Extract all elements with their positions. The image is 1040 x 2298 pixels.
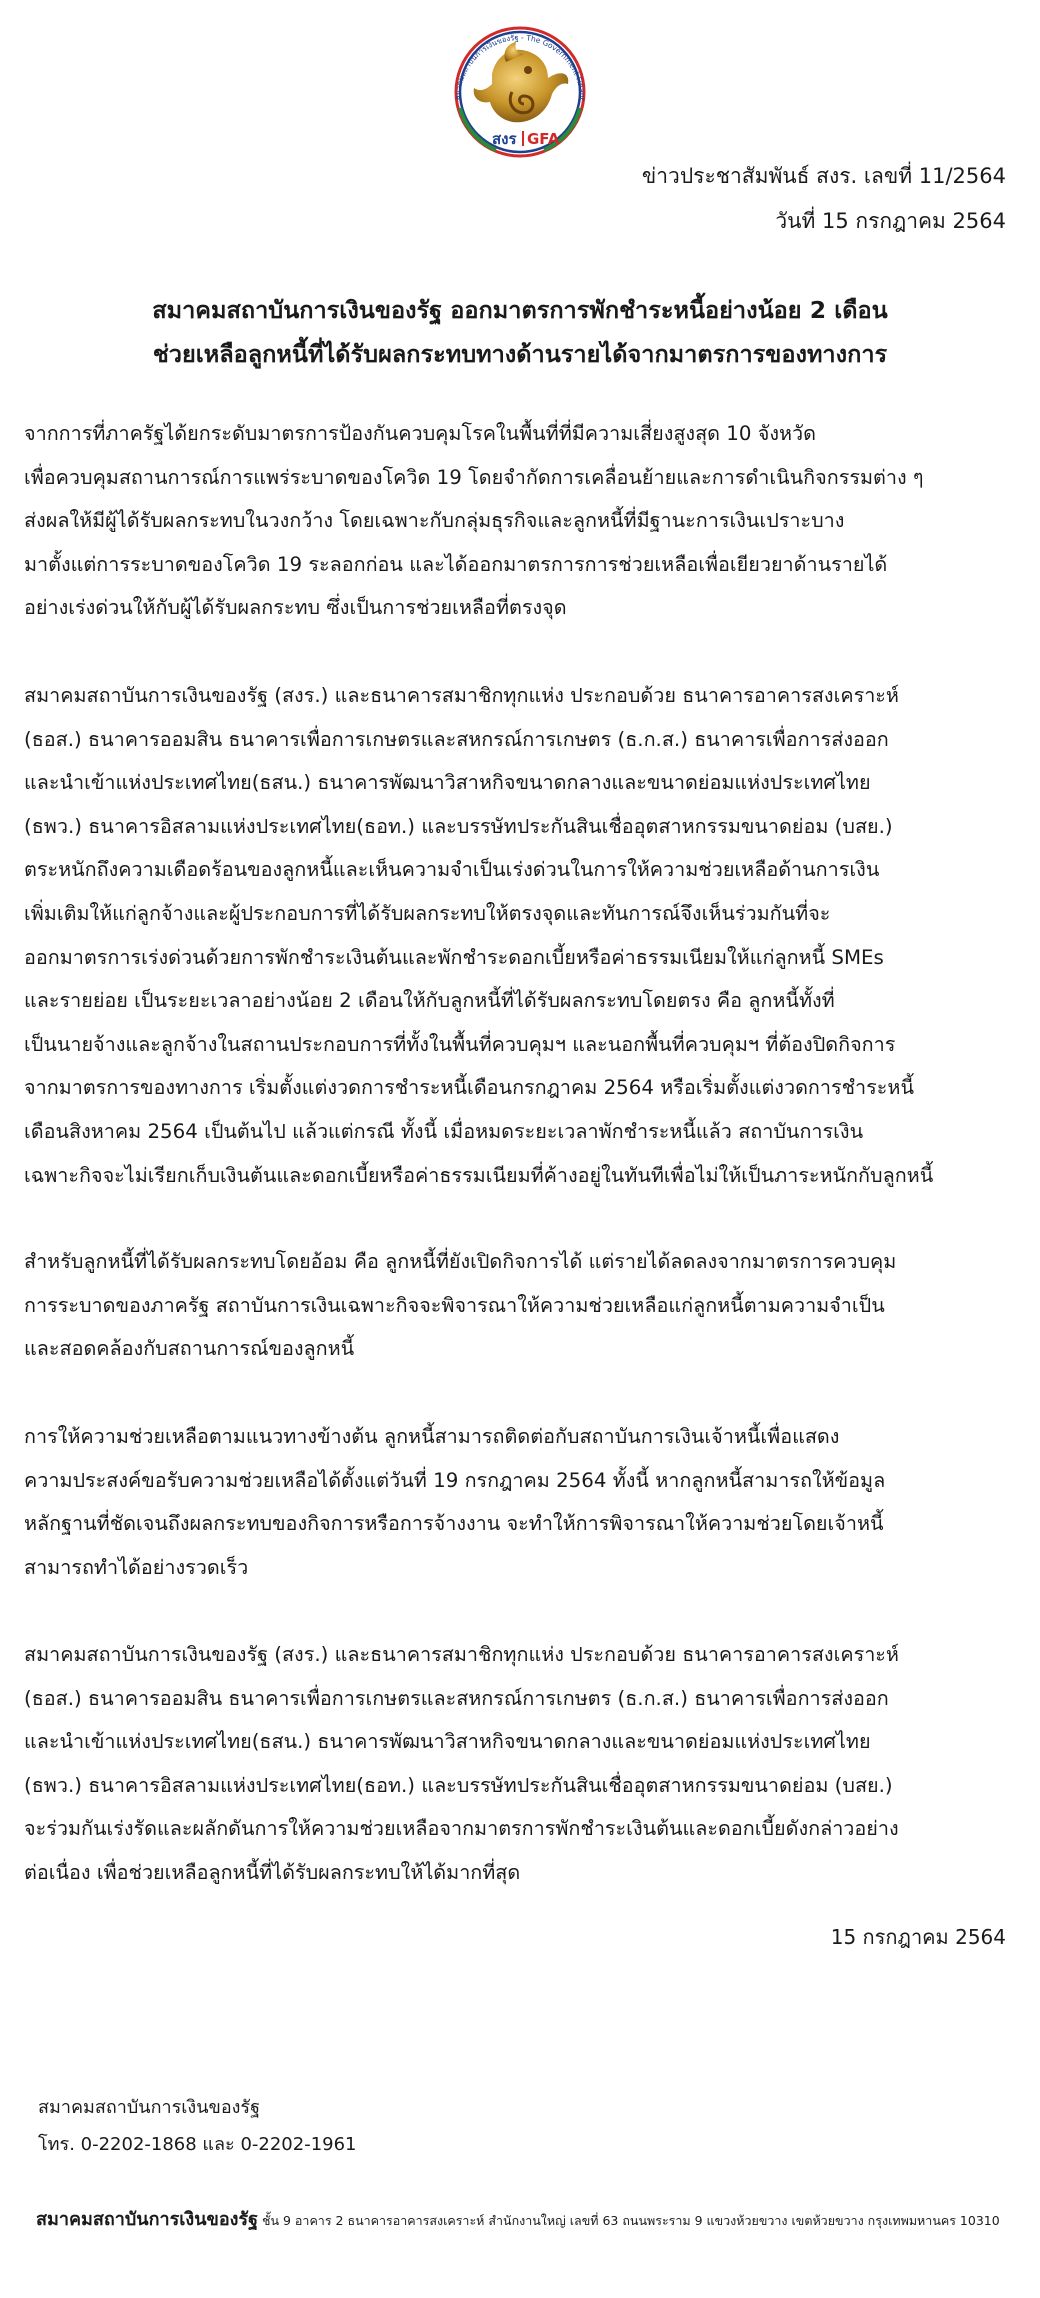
paragraph-line: สมาคมสถาบันการเงินของรัฐ (สงร.) และธนาคารสมาชิกทุกแห่ง ประกอบด้วย ธนาคารอาคารสงเคราะห์ [24, 1643, 899, 1666]
paragraph-line: การให้ความช่วยเหลือตามแนวทางข้างต้น ลูกหนี้สามารถติดต่อกับสถาบันการเงินเจ้าหนี้เพื่อแสดง [24, 1425, 840, 1448]
paragraph-3 [24, 1240, 1016, 1371]
headline-line-2: ช่วยเหลือลูกหนี้ที่ได้รับผลกระทบทางด้านรายได้จากมาตรการของทางการ [152, 340, 888, 368]
logo-abbr-en: GFA [527, 130, 560, 148]
paragraph-2 [24, 674, 1016, 1197]
paragraph-line: (ธอส.) ธนาคารออมสิน ธนาคารเพื่อการเกษตรและสหกรณ์การเกษตร (ธ.ก.ส.) ธนาคารเพื่อการส่งออก [24, 1686, 889, 1710]
paragraph-line: เดือนสิงหาคม 2564 เป็นต้นไป แล้วแต่กรณี ทั้งนี้ เมื่อหมดระยะเวลาพักชำระหนี้แล้ว สถาบันการเงิน [24, 1119, 864, 1143]
gfa-logo [436, 12, 604, 172]
paragraph-line: และสอดคล้องกับสถานการณ์ของลูกหนี้ [24, 1337, 355, 1361]
paragraph-line: จะร่วมกันเร่งรัดและผลักดันการให้ความช่วยเหลือจากมาตรการพักชำระเงินต้นและดอกเบี้ยดังกล่าวอย่าง [24, 1817, 899, 1841]
paragraph-line: ส่งผลให้มีผู้ได้รับผลกระทบในวงกว้าง โดยเฉพาะกับกลุ่มธุรกิจและลูกหนี้ที่มีฐานะการเงินเปราะบาง [24, 509, 845, 533]
paragraph-line: ตระหนักถึงความเดือดร้อนของลูกหนี้และเห็นความจำเป็นเร่งด่วนในการให้ความช่วยเหลือด้านการเงิน [24, 858, 880, 882]
paragraph-line: อย่างเร่งด่วนให้กับผู้ได้รับผลกระทบ ซึ่งเป็นการช่วยเหลือที่ตรงจุด [24, 596, 567, 620]
paragraph-line: เพิ่มเติมให้แก่ลูกจ้างและผู้ประกอบการที่ได้รับผลกระทบให้ตรงจุดและทันการณ์จึงเห็นร่วมกันที่จะ [24, 901, 831, 925]
paragraph-line: มาตั้งแต่การระบาดของโควิด 19 ระลอกก่อน และได้ออกมาตรการการช่วยเหลือเพื่อเยียวยาด้านรายได้ [24, 552, 888, 576]
paragraph-line: สามารถทำได้อย่างรวดเร็ว [24, 1555, 249, 1579]
paragraph-line: และนำเข้าแห่งประเทศไทย(ธสน.) ธนาคารพัฒนาวิสาหกิจขนาดกลางและขนาดย่อมแห่งประเทศไทย [24, 1730, 871, 1754]
footer-address-text: ชั้น 9 อาคาร 2 ธนาคารอาคารสงเคราะห์ สำนักงานใหญ่ เลขที่ 63 ถนนพระราม 9 แขวงห้วยขวาง เขตห้วยขวาง กรุงเทพมหานคร 10310 [258, 2213, 1000, 2228]
signature-date: 15 กรกฎาคม 2564 [830, 1925, 1006, 1949]
paragraph-line: เฉพาะกิจจะไม่เรียกเก็บเงินต้นและดอกเบี้ยหรือค่าธรรมเนียมที่ค้างอยู่ในทันทีเพื่อไม่ให้เป็นภาระหนักกับลูกหนี้ [24, 1163, 934, 1187]
paragraph-line: จากมาตรการของทางการ เริ่มตั้งแต่งวดการชำระหนี้เดือนกรกฎาคม 2564 หรือเริ่มตั้งแต่งวดการชำระหนี้ [24, 1076, 914, 1100]
footer-org: สมาคมสถาบันการเงินของรัฐ [36, 2209, 259, 2230]
paragraph-4 [24, 1415, 1016, 1589]
headline [40, 288, 1000, 376]
paragraph-line: ออกมาตรการเร่งด่วนด้วยการพักชำระเงินต้นและพักชำระดอกเบี้ยหรือค่าธรรมเนียมให้แก่ลูกหนี้ SMEs [24, 945, 884, 969]
paragraph-line: (ธอส.) ธนาคารออมสิน ธนาคารเพื่อการเกษตรและสหกรณ์การเกษตร (ธ.ก.ส.) ธนาคารเพื่อการส่งออก [24, 727, 889, 751]
paragraph-line: ต่อเนื่อง เพื่อช่วยเหลือลูกหนี้ที่ได้รับผลกระทบให้ได้มากที่สุด [24, 1860, 521, 1884]
paragraph-line: เป็นนายจ้างและลูกจ้างในสถานประกอบการที่ทั้งในพื้นที่ควบคุมฯ และนอกพื้นที่ควบคุมฯ ที่ต้องปิดกิจการ [24, 1032, 896, 1056]
paragraph-line: หลักฐานที่ชัดเจนถึงผลกระทบของกิจการหรือการจ้างงาน จะทำให้การพิจารณาให้ความช่วยโดยเจ้าหนี้ [24, 1512, 884, 1536]
paragraph-line: สมาคมสถาบันการเงินของรัฐ (สงร.) และธนาคารสมาชิกทุกแห่ง ประกอบด้วย ธนาคารอาคารสงเคราะห์ [24, 684, 899, 707]
paragraph-line: และนำเข้าแห่งประเทศไทย(ธสน.) ธนาคารพัฒนาวิสาหกิจขนาดกลางและขนาดย่อมแห่งประเทศไทย [24, 771, 871, 795]
contact-org: สมาคมสถาบันการเงินของรัฐ [38, 2097, 261, 2118]
paragraph-line: สำหรับลูกหนี้ที่ได้รับผลกระทบโดยอ้อม คือ ลูกหนี้ที่ยังเปิดกิจการได้ แต่รายได้ลดลงจากมาตรการควบคุม [24, 1250, 897, 1273]
paragraph-line: (ธพว.) ธนาคารอิสลามแห่งประเทศไทย(ธอท.) และบรรษัทประกันสินเชื่ออุตสาหกรรมขนาดย่อม (บสย.) [24, 1773, 893, 1797]
footer-address [36, 2208, 1000, 2233]
paragraph-1 [24, 412, 1016, 630]
paragraph-line: ความประสงค์ขอรับความช่วยเหลือได้ตั้งแต่วันที่ 19 กรกฎาคม 2564 ทั้งนี้ หากลูกหนี้สามารถให้ข้อมูล [24, 1468, 886, 1492]
paragraph-5 [24, 1633, 1016, 1895]
logo-ring-text: สมาคมสถาบันการเงินของรัฐ - The Government Financ [452, 32, 588, 102]
contact-phone: โทร. 0-2202-1868 และ 0-2202-1961 [38, 2134, 357, 2155]
paragraph-line: (ธพว.) ธนาคารอิสลามแห่งประเทศไทย(ธอท.) และบรรษัทประกันสินเชื่ออุตสาหกรรมขนาดย่อม (บสย.) [24, 814, 893, 838]
press-release-number: ข่าวประชาสัมพันธ์ สงร. เลขที่ 11/2564 [641, 164, 1006, 188]
logo-abbr-th: สงร [492, 130, 517, 148]
press-release-date: วันที่ 15 กรกฎาคม 2564 [775, 209, 1006, 233]
paragraph-line: การระบาดของภาครัฐ สถาบันการเงินเฉพาะกิจจะพิจารณาให้ความช่วยเหลือแก่ลูกหนี้ตามความจำเป็น [24, 1293, 885, 1317]
paragraph-line: และรายย่อย เป็นระยะเวลาอย่างน้อย 2 เดือนให้กับลูกหนี้ที่ได้รับผลกระทบโดยตรง คือ ลูกหนี้ทั้งที่ [24, 989, 835, 1013]
paragraph-line: เพื่อควบคุมสถานการณ์การแพร่ระบาดของโควิด 19 โดยจำกัดการเคลื่อนย้ายและการดำเนินกิจกรรมต่าง ๆ [24, 465, 924, 489]
headline-line-1: สมาคมสถาบันการเงินของรัฐ ออกมาตรการพักชำระหนี้อย่างน้อย 2 เดือน [152, 296, 888, 324]
paragraph-line: จากการที่ภาครัฐได้ยกระดับมาตรการป้องกันควบคุมโรคในพื้นที่ที่มีความเสี่ยงสูงสุด 10 จังหวัด [24, 422, 817, 445]
